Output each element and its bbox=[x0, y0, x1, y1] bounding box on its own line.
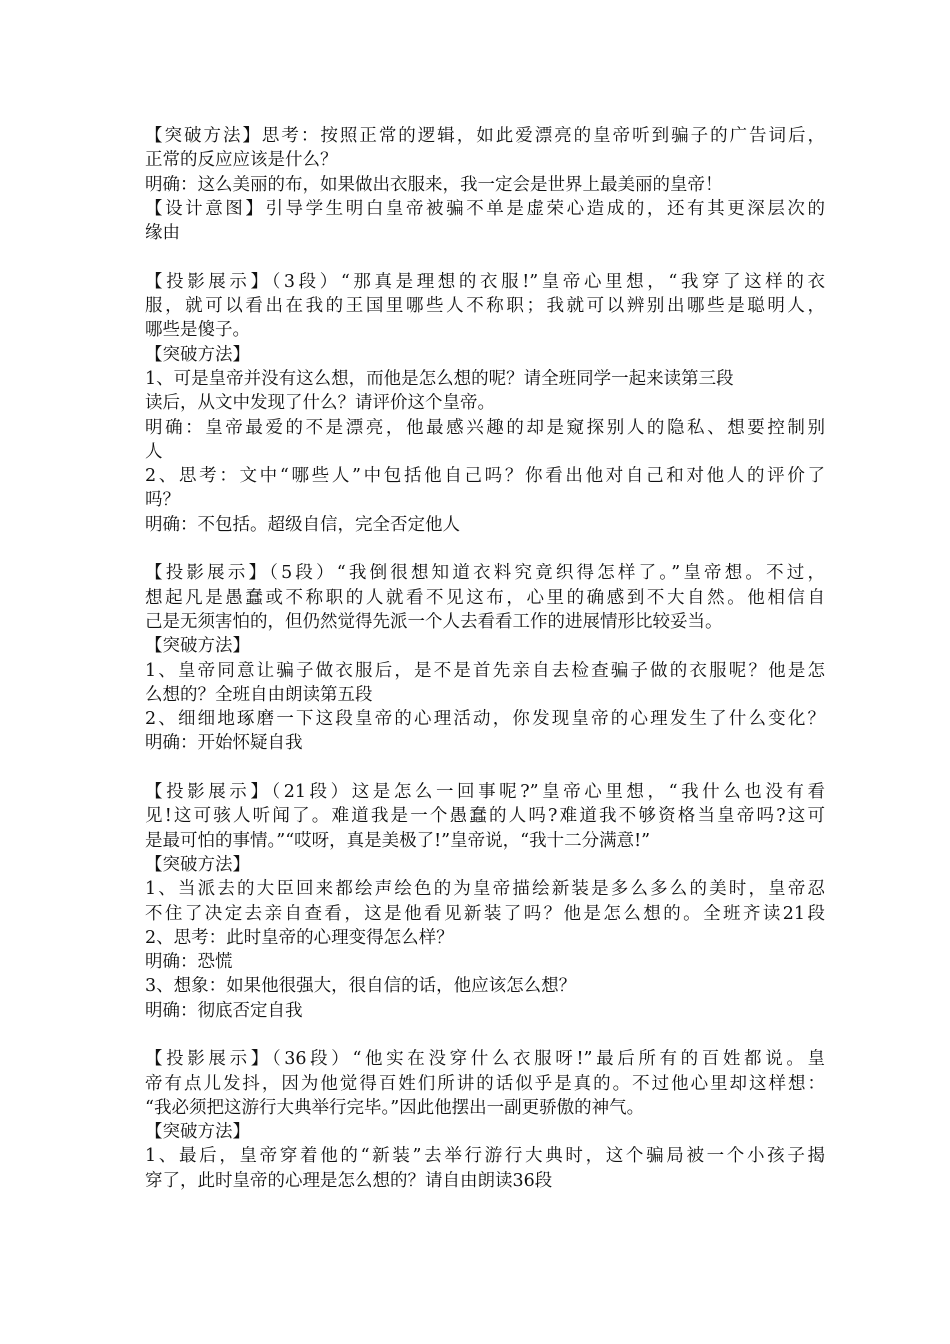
text-line: 读后，从文中发现了什么？请评价这个皇帝。 bbox=[145, 393, 495, 414]
text-line: 服，就可以看出在我的王国里哪些人不称职；我就可以辨别出哪些是聪明人， bbox=[145, 296, 825, 317]
paragraph-gap bbox=[145, 1023, 825, 1047]
text-line: 想起凡是愚蠢或不称职的人就看不见这布，心里的确感到不大自然。他相信自 bbox=[145, 587, 825, 608]
text-line: 【突破方法】思考：按照正常的逻辑，如此爱漂亮的皇帝听到骗子的广告词后， bbox=[145, 126, 825, 146]
text-line: 么想的？全班自由朗读第五段 bbox=[145, 684, 373, 705]
text-line: “我必须把这游行大典举行完毕。”因此他摆出一副更骄傲的神气。 bbox=[145, 1097, 645, 1118]
text-line: 见!这可骇人听闻了。难道我是一个愚蠢的人吗?难道我不够资格当皇帝吗?这可 bbox=[145, 806, 825, 827]
text-line: 是最可怕的事情。”“哎呀，真是美极了!”皇帝说，“我十二分满意!” bbox=[145, 830, 651, 851]
text-line: 帝有点儿发抖，因为他觉得百姓们所讲的话似乎是真的。不过他心里却这样想： bbox=[145, 1073, 825, 1094]
text-section bbox=[145, 780, 825, 1023]
text-line: 穿了，此时皇帝的心理是怎么想的？请自由朗读36段 bbox=[145, 1170, 553, 1191]
text-line: 【投影展示】（21段）这是怎么一回事呢?”皇帝心里想，“我什么也没有看 bbox=[145, 782, 825, 803]
text-line: 1、当派去的大臣回来都绘声绘色的为皇帝描绘新装是多么多么的美时，皇帝忍 bbox=[145, 879, 825, 900]
paragraph-gap bbox=[145, 756, 825, 780]
text-line: 2、思考：此时皇帝的心理变得怎么样？ bbox=[145, 927, 454, 948]
text-line: 明确：彻底否定自我 bbox=[145, 1000, 303, 1021]
text-line: 1、皇帝同意让骗子做衣服后，是不是首先亲自去检查骗子做的衣服呢？他是怎 bbox=[145, 660, 825, 681]
text-line: 明确：开始怀疑自我 bbox=[145, 733, 303, 754]
paragraph-gap bbox=[145, 537, 825, 561]
text-section bbox=[145, 561, 825, 755]
text-line: 正常的反应应该是什么？ bbox=[145, 150, 338, 171]
text-line: 【突破方法】 bbox=[145, 636, 250, 657]
text-line: 明确：恐慌 bbox=[145, 952, 233, 973]
text-line: 【突破方法】 bbox=[145, 344, 250, 365]
text-line: 1、最后，皇帝穿着他的“新装”去举行游行大典时，这个骗局被一个小孩子揭 bbox=[145, 1146, 825, 1167]
text-line: 【投影展示】（3段）“那真是理想的衣服!”皇帝心里想，“我穿了这样的衣 bbox=[145, 271, 825, 292]
text-line: 2、细细地琢磨一下这段皇帝的心理活动，你发现皇帝的心理发生了什么变化？ bbox=[145, 709, 825, 730]
text-line: 明确：不包括。超级自信，完全否定他人 bbox=[145, 514, 460, 535]
text-line: 【突破方法】 bbox=[145, 1122, 250, 1143]
text-line: 【投影展示】（36段）“他实在没穿什么衣服呀!”最后所有的百姓都说。皇 bbox=[145, 1049, 825, 1070]
text-line: 明确：皇帝最爱的不是漂亮，他最感兴趣的却是窥探别人的隐私、想要控制别 bbox=[145, 417, 825, 438]
paragraph-gap bbox=[145, 245, 825, 269]
text-section bbox=[145, 270, 825, 537]
text-line: 【设计意图】引导学生明白皇帝被骗不单是虚荣心造成的，还有其更深层次的 bbox=[145, 198, 825, 219]
text-line: 【投影展示】（5段）“我倒很想知道衣料究竟织得怎样了。”皇帝想。不过， bbox=[145, 563, 825, 584]
text-line: 吗？ bbox=[145, 490, 180, 511]
text-line: 3、想象：如果他很强大，很自信的话，他应该怎么想？ bbox=[145, 976, 577, 997]
text-section bbox=[145, 124, 825, 245]
text-line: 缘由 bbox=[145, 223, 180, 244]
text-line: 人 bbox=[145, 441, 163, 462]
text-line: 明确：这么美丽的布，如果做出衣服来，我一定会是世界上最美丽的皇帝！ bbox=[145, 174, 723, 195]
text-line: 己是无须害怕的，但仍然觉得先派一个人去看看工作的进展情形比较妥当。 bbox=[145, 611, 723, 632]
text-line: 【突破方法】 bbox=[145, 854, 250, 875]
text-section bbox=[145, 1047, 825, 1193]
text-line: 不住了决定去亲自查看，这是他看见新装了吗？他是怎么想的。全班齐读21段 bbox=[145, 903, 825, 924]
text-line: 哪些是傻子。 bbox=[145, 320, 250, 341]
document-body bbox=[145, 124, 825, 1193]
text-line: 1、可是皇帝并没有这么想，而他是怎么想的呢？请全班同学一起来读第三段 bbox=[145, 368, 734, 389]
text-line: 2、思考：文中“哪些人”中包括他自己吗？你看出他对自己和对他人的评价了 bbox=[145, 466, 825, 487]
